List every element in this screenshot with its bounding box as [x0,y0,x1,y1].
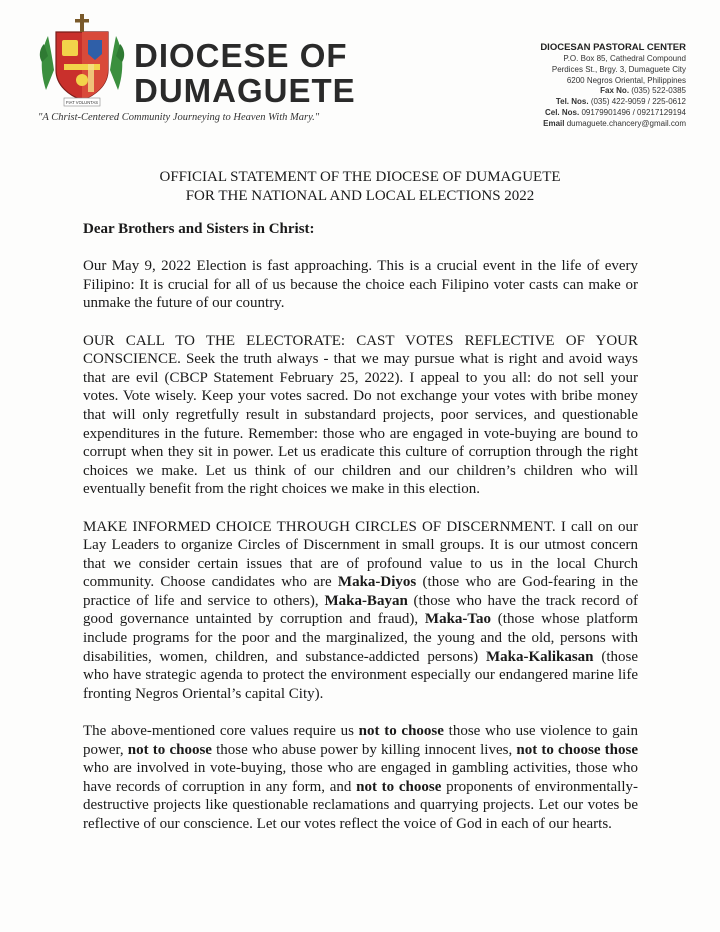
paragraph-3 [83,518,638,704]
title-line-2: DUMAGUETE [134,72,356,109]
tel-label: Tel. Nos. [555,97,589,107]
cel-line [540,108,686,119]
p4-bold-2: not to choose [127,741,212,758]
tel-value: (035) 422-9059 / 225-0612 [590,97,686,107]
email-line [540,119,686,130]
p3-bold-maka-kalikasan: Maka-Kalikasan [485,648,594,665]
pastoral-center-name: DIOCESAN PASTORAL CENTER [540,42,686,53]
letterhead [0,0,720,140]
address-line-1: P.O. Box 85, Cathedral Compound [563,54,686,63]
paragraph-1: Our May 9, 2022 Election is fast approaching. This is a crucial event in the life of every Filipino: It is crucial for all of us because the choice each Filipino voter casts can make or unmake the future of our country. [83,258,638,312]
diocese-crest-logo [38,12,126,108]
p3-text-5: (those who have strategic agenda to protect the environment especially our endangered marine life fronting Negros Oriental’s capital City). [83,648,638,702]
statement-title [0,168,720,206]
p4-text-2: those who use violence to gain power, [83,723,639,758]
paragraph-4 [83,722,638,834]
cel-label: Cel. Nos. [544,107,580,117]
p4-text-1: The above-mentioned core values require us [83,723,359,740]
p3-text-2: (those who are God-fearing in the practice of life and service to others), [83,574,638,609]
p4-bold-4: not to choose [356,778,442,795]
diocese-motto: "A Christ-Centered Community Journeying to Heaven With Mary." [38,112,320,123]
p3-bold-maka-tao: Maka-Tao [424,611,492,628]
p3-text-3: (those who have the track record of good governance untainted by corruption and fraud), [83,592,638,628]
p4-text-3: those who abuse power by killing innocent lives, [211,741,517,758]
address-line-2: Perdices St., Brgy. 3, Dumaguete City [551,64,686,74]
address-line-3: 6200 Negros Oriental, Philippines [566,75,686,85]
title-line-1: DIOCESE OF [134,37,348,74]
p3-text-4: (those whose platform include programs for the poor and the marginalized, the young and the old, persons with disabilities, women, children, and substance-addicted persons) [83,611,638,665]
statement-body [83,220,638,852]
p3-bold-maka-diyos: Maka-Diyos [337,574,417,591]
salutation: Dear Brothers and Sisters in Christ: [83,221,315,237]
cel-value: 09179901496 / 09217129194 [581,107,686,117]
paragraph-2: OUR CALL TO THE ELECTORATE: CAST VOTES REFLECTIVE OF YOUR CONSCIENCE. Seek the truth always - that we may pursue what is right and avoid ways that are evil (CBCP Statement February 25, 2022). I appeal to you all: do not sell your votes. Vote wisely. Keep your votes sacred. Do not exchange your votes with bribe money that will only regretfully result in substandard projects, poor services, and questionable expenditures in the future. Remember: those who are engaged in vote-buying are bound to corrupt when they sit in power. Let us eradicate this culture of corruption through the right choices we make. Let us think of our children and our children’s children who will eventually benefit from the right choices we make in this election. [83,332,638,498]
p3-text-1: MAKE INFORMED CHOICE THROUGH CIRCLES OF DISCERNMENT. I call on our Lay Leaders to organize Circles of Discernment in small groups. It is our utmost concern that we consider certain issues that are of profound value to us in the local Church community. Choose candidates who are [83,518,638,591]
diocese-title [134,38,356,108]
contact-block [540,42,686,130]
p4-text-4: who are involved in vote-buying, those who are engaged in gambling activities, those who have records of corruption in any form, and [83,760,638,795]
statement-title-line-2: FOR THE NATIONAL AND LOCAL ELECTIONS 2022 [185,188,535,204]
fax-line [540,86,686,97]
tel-line [540,97,686,108]
fax-label: Fax No. [600,86,630,96]
email-value: dumaguete.chancery@gmail.com [566,118,686,128]
p3-bold-maka-bayan: Maka-Bayan [324,592,408,609]
email-label: Email [543,118,565,128]
p4-text-5: proponents of environmentally-destructive projects like questionable reclamations and quarrying projects. Let our votes be reflective of our conscience. Let our votes reflect the voice of God in each of our hearts. [83,778,639,832]
crest-motto-text: FIAT VOLUNTAS [65,100,99,105]
fax-value: (035) 522-0385 [631,86,686,96]
p4-bold-3: not to choose those [516,741,638,758]
statement-title-line-1: OFFICIAL STATEMENT OF THE DIOCESE OF DUMAGUETE [159,169,561,185]
p4-bold-1: not to choose [358,723,444,740]
